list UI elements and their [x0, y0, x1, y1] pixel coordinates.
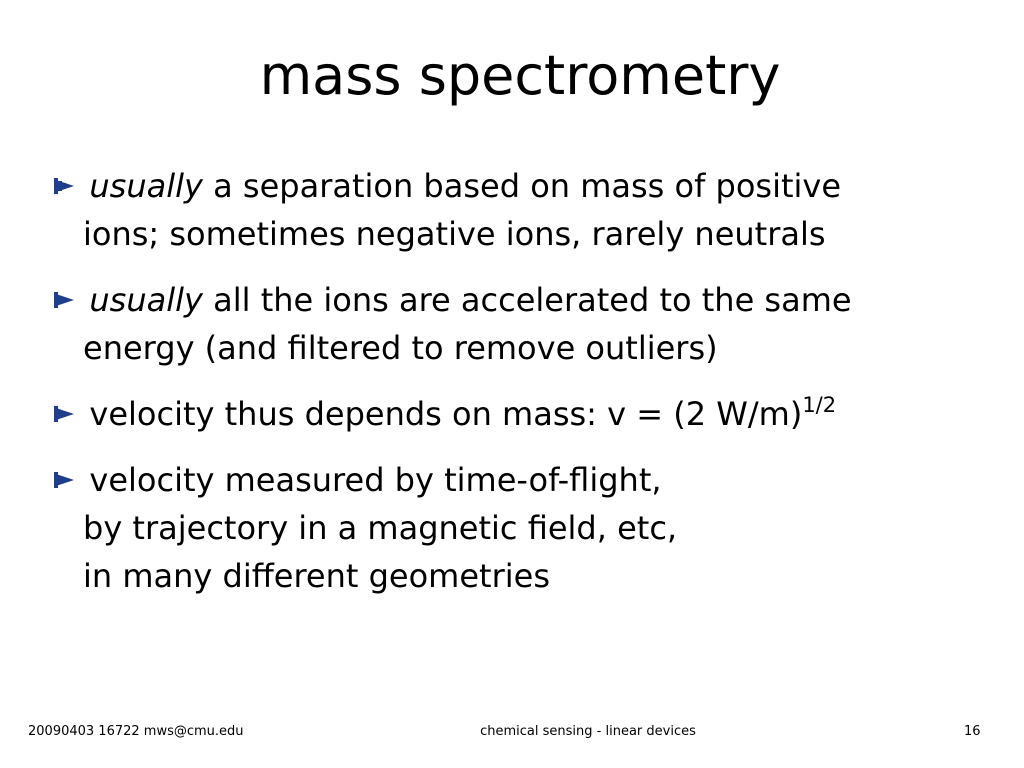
footer-course-title: chemical sensing - linear devices	[480, 724, 696, 739]
line-text: by trajectory in a magnetic field, etc,	[83, 509, 678, 547]
line-text: ions; sometimes negative ions, rarely neutrals	[83, 215, 826, 253]
line-text: a separation based on mass of positive	[202, 167, 842, 205]
bullet-text	[83, 276, 983, 372]
line-text: all the ions are accelerated to the same	[202, 281, 852, 319]
line-text: energy (and filtered to remove outliers)	[83, 329, 718, 367]
bullet-text	[83, 390, 983, 438]
arrow-bullet-icon	[54, 472, 76, 490]
arrow-bullet-icon	[54, 406, 76, 424]
bullet-line	[83, 324, 983, 372]
line-text: velocity thus depends on mass: v = (2 W/m)	[89, 395, 803, 433]
bullet-line	[83, 390, 983, 438]
line-text: velocity measured by time-of-flight,	[89, 461, 662, 499]
bullet-line	[83, 162, 983, 210]
bullet-line	[83, 276, 983, 324]
arrow-bullet-icon	[54, 178, 76, 196]
emphasis-text: usually	[89, 281, 203, 319]
arrow-bullet-icon	[54, 292, 76, 310]
bullet-line	[83, 456, 983, 504]
bullet-line	[83, 504, 983, 552]
page-number: 16	[964, 724, 981, 739]
line-text: in many different geometries	[83, 557, 550, 595]
bullet-line	[83, 210, 983, 258]
slide-title: mass spectrometry	[259, 44, 781, 107]
bullet-text	[83, 162, 983, 258]
bullet-line	[83, 552, 983, 600]
superscript-exponent: 1/2	[802, 393, 837, 417]
bullet-text	[83, 456, 983, 600]
emphasis-text: usually	[89, 167, 203, 205]
footer-date-email: 20090403 16722 mws@cmu.edu	[28, 724, 244, 739]
